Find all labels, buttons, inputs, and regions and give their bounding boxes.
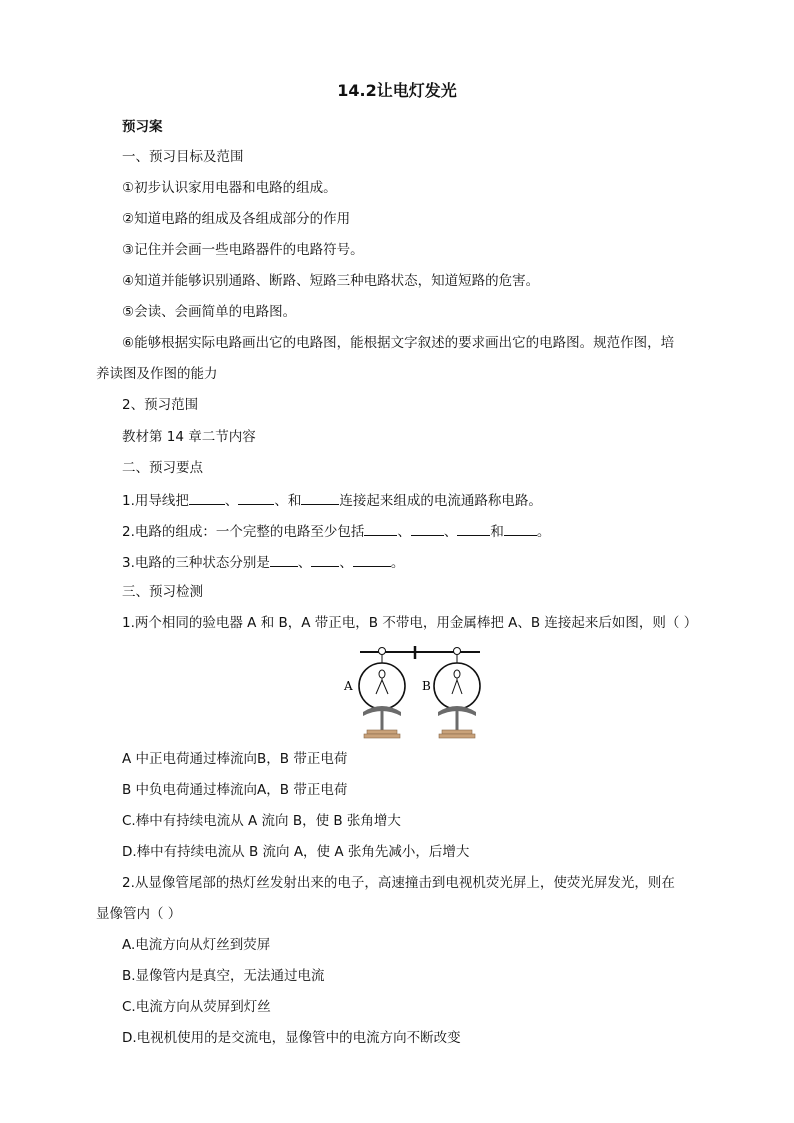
- electroscope-diagram: [338, 644, 488, 744]
- separator: 、: [224, 493, 239, 509]
- separator: 、和: [274, 493, 302, 509]
- range-text: 教材第 14 章二节内容: [122, 429, 256, 445]
- goal-item: ④知道并能够识别通路、断路、短路三种电路状态，知道短路的危害。: [122, 273, 540, 289]
- key-point-1: [122, 490, 542, 510]
- fill-blank[interactable]: [364, 521, 397, 536]
- electroscope-b: [434, 648, 480, 739]
- fill-blank[interactable]: [311, 552, 339, 567]
- key-point-1-tail: 连接起来组成的电流通路称电路。: [339, 493, 542, 509]
- fill-blank[interactable]: [301, 490, 339, 505]
- separator: 和: [490, 524, 504, 540]
- key-point-3-tail: 。: [390, 555, 405, 571]
- question-1-option: C.棒中有持续电流从 A 流向 B，使 B 张角增大: [122, 813, 401, 829]
- question-2-stem-continued: 显像管内（ ）: [96, 906, 182, 922]
- range-heading: 2、预习范围: [122, 397, 199, 413]
- fill-blank[interactable]: [353, 552, 391, 567]
- question-2-stem: 2.从显像管尾部的热灯丝发射出来的电子，高速撞击到电视机荧光屏上，使荧光屏发光，则在: [122, 875, 675, 891]
- page-title: 14.2让电灯发光: [337, 81, 457, 100]
- separator: 、: [297, 555, 312, 571]
- goal-item: ⑤会读、会画简单的电路图。: [122, 304, 297, 320]
- heading-preview-check: 三、预习检测: [122, 584, 203, 600]
- goal-item-continued: 养读图及作图的能力: [96, 366, 218, 382]
- electroscope-figure: [338, 644, 488, 744]
- question-1-stem: 1.两个相同的验电器 A 和 B，A 带正电，B 不带电，用金属棒把 A、B 连接起来后如图，则（ ）: [122, 615, 698, 631]
- fill-blank[interactable]: [238, 490, 274, 505]
- section-label: 预习案: [122, 119, 163, 135]
- question-1-option: B 中负电荷通过棒流向A，B 带正电荷: [122, 782, 348, 798]
- key-point-2-tail: 。: [536, 524, 551, 540]
- question-1-option: D.棒中有持续电流从 B 流向 A，使 A 张角先减小，后增大: [122, 844, 470, 860]
- fill-blank[interactable]: [270, 552, 298, 567]
- key-point-3: [122, 552, 404, 572]
- question-2-option: A.电流方向从灯丝到荧屏: [122, 937, 271, 953]
- question-2-option: D.电视机使用的是交流电，显像管中的电流方向不断改变: [122, 1030, 461, 1046]
- key-point-2: [122, 521, 550, 541]
- separator: 、: [339, 555, 353, 571]
- key-point-2-text: 2.电路的组成：一个完整的电路至少包括: [122, 524, 365, 540]
- separator: 、: [443, 524, 458, 540]
- electroscope-a: [359, 648, 405, 739]
- heading-preview-goals: 一、预习目标及范围: [122, 149, 244, 165]
- fill-blank[interactable]: [411, 521, 444, 536]
- label-b: B: [422, 679, 431, 693]
- fill-blank[interactable]: [504, 521, 537, 536]
- fill-blank[interactable]: [189, 490, 225, 505]
- question-1-option: A 中正电荷通过棒流向B，B 带正电荷: [122, 751, 348, 767]
- goal-item: ③记住并会画一些电路器件的电路符号。: [122, 242, 364, 258]
- heading-key-points: 二、预习要点: [122, 460, 203, 476]
- question-2-option: C.电流方向从荧屏到灯丝: [122, 999, 271, 1015]
- goal-item: ⑥能够根据实际电路画出它的电路图，能根据文字叙述的要求画出它的电路图。规范作图，培: [122, 335, 675, 351]
- goal-item: ②知道电路的组成及各组成部分的作用: [122, 211, 351, 227]
- fill-blank[interactable]: [457, 521, 490, 536]
- goal-item: ①初步认识家用电器和电路的组成。: [122, 180, 337, 196]
- label-a: A: [344, 679, 353, 693]
- key-point-1-text: 1.用导线把: [122, 493, 189, 509]
- question-2-option: B.显像管内是真空，无法通过电流: [122, 968, 325, 984]
- key-point-3-text: 3.电路的三种状态分别是: [122, 555, 270, 571]
- separator: 、: [397, 524, 411, 540]
